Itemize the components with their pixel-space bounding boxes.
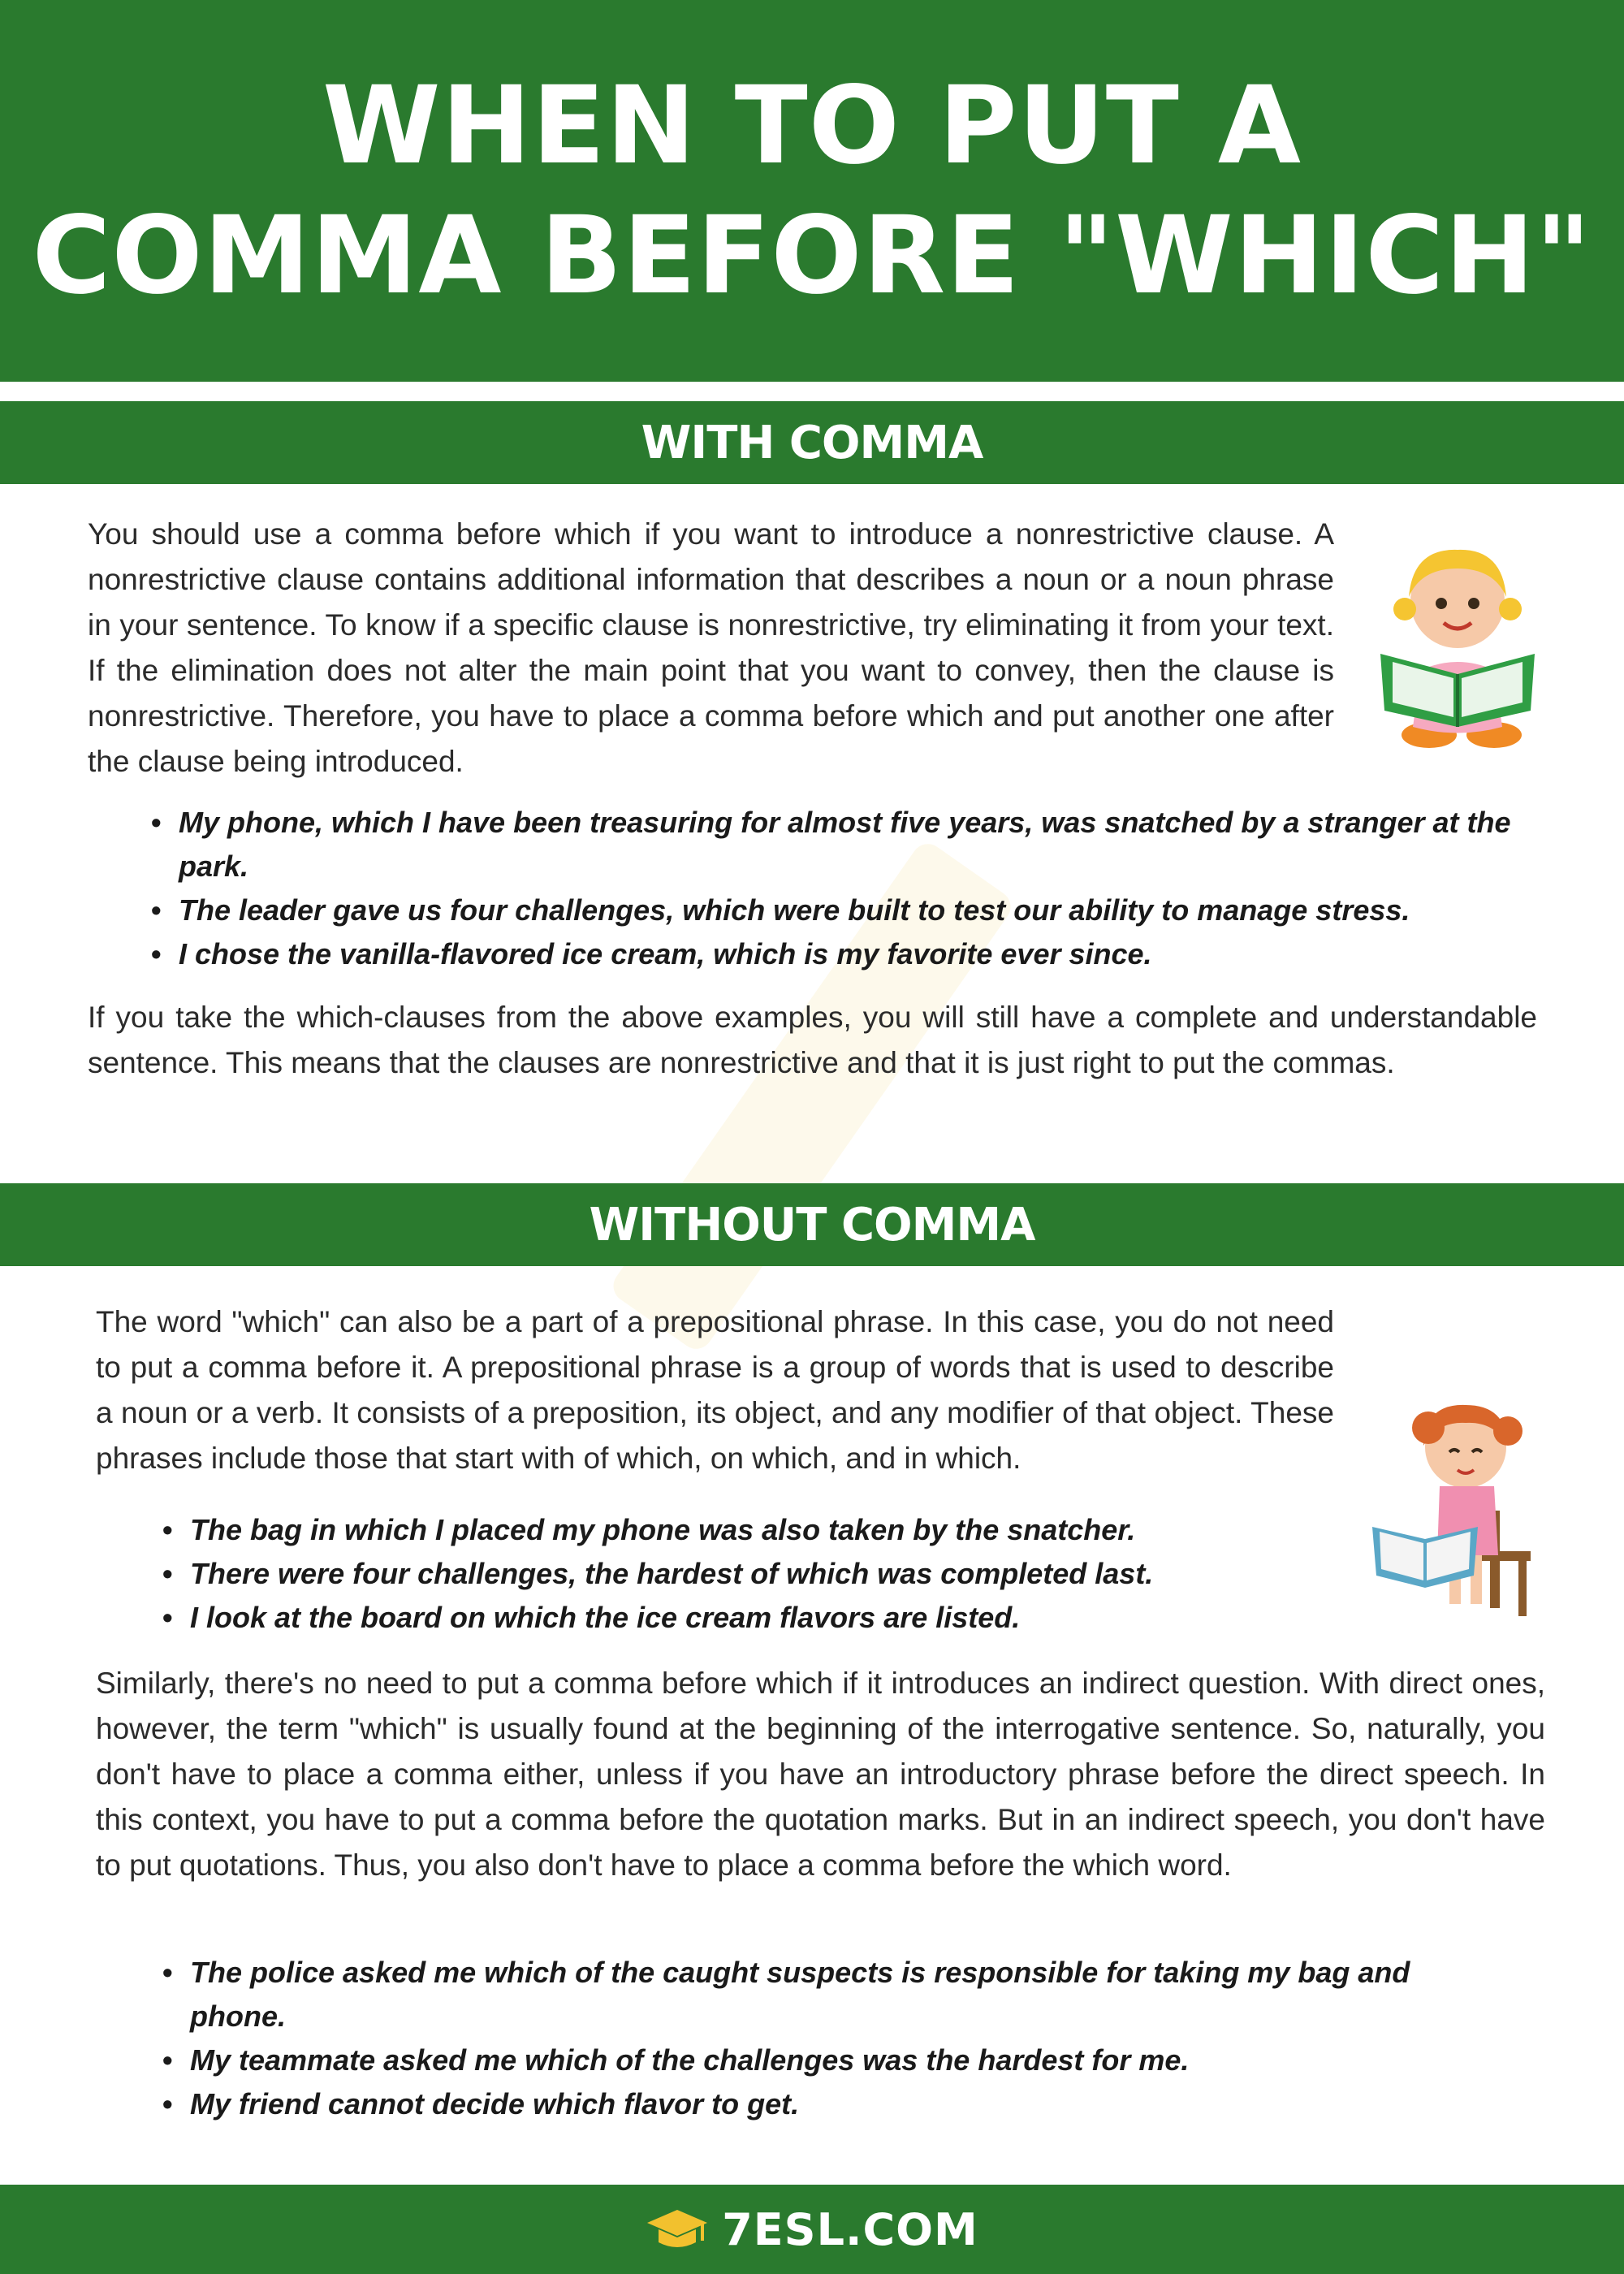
list-item: • The police asked me which of the caught suspects is responsible for taking my bag and phone. — [162, 1951, 1510, 2038]
list-item: • My phone, which I have been treasuring for almost five years, was snatched by a stranger at the park. — [151, 801, 1531, 888]
list-item: • The bag in which I placed my phone was also taken by the snatcher. — [162, 1508, 1340, 1552]
section-header-without-comma — [0, 1183, 1624, 1266]
section-header-with-comma — [0, 401, 1624, 484]
girl-reading-icon — [1372, 532, 1543, 759]
list-item: • I chose the vanilla-flavored ice cream, which is my favorite ever since. — [151, 932, 1531, 976]
page-title-line-2: COMMA BEFORE "WHICH" — [32, 193, 1592, 318]
list-item: • My teammate asked me which of the challenges was the hardest for me. — [162, 2038, 1510, 2082]
list-item: • The leader gave us four challenges, which were built to test our ability to manage stress. — [151, 888, 1531, 932]
page-title-line-1: WHEN TO PUT A — [322, 63, 1302, 188]
with-comma-examples — [151, 801, 1531, 976]
list-item: • There were four challenges, the hardest of which was completed last. — [162, 1552, 1340, 1596]
indirect-question-explanation: Similarly, there's no need to put a comma before which if it introduces an indirect question. With direct ones, however, the term "which" is usually found at the beginning of the interrogative sentence. So, naturally, you don't have to place a comma either, unless if you have an introductory phrase before the direct speech. In this context, you have to put a comma before the quotation marks. But in an indirect speech, you don't have to put quotations. Thus, you also don't have to place a comma before the which word. — [96, 1667, 1545, 1882]
without-comma-examples — [162, 1508, 1340, 1640]
graduation-cap-icon — [646, 2205, 709, 2254]
brand-name: 7ESL.COM — [722, 2203, 978, 2255]
indirect-question-examples — [162, 1951, 1510, 2126]
with-comma-explanation: If you take the which-clauses from the above examples, you will still have a complete and understandable sentence. This means that the clauses are nonrestrictive and that it is just right to put the commas. — [88, 1001, 1537, 1079]
girl-with-book-icon — [1368, 1389, 1539, 1624]
brand-logo — [646, 2204, 978, 2255]
footer-bar — [0, 2185, 1624, 2274]
title-banner — [0, 0, 1624, 382]
list-item: • I look at the board on which the ice cream flavors are listed. — [162, 1596, 1340, 1640]
with-comma-intro: You should use a comma before which if you want to introduce a nonrestrictive clause. A nonrestrictive clause contains additional information that describes a noun or a noun phrase in your sentence. To know if a specific clause is nonrestrictive, try eliminating it from your text. If the elimination does not alter the main point that you want to convey, then the clause is nonrestrictive. Therefore, you have to place a comma before which and put another one after the clause being introduced. — [88, 517, 1334, 778]
section-title: WITH COMMA — [641, 416, 983, 469]
without-comma-intro: The word "which" can also be a part of a prepositional phrase. In this case, you do not need to put a comma before it. A prepositional phrase is a group of words that is used to describe a noun or a verb. It consists of a preposition, its object, and any modifier of that object. These phrases include those that start with of which, on which, and in which. — [96, 1305, 1334, 1475]
section-title: WITHOUT COMMA — [589, 1198, 1035, 1252]
list-item: • My friend cannot decide which flavor to get. — [162, 2082, 1510, 2126]
